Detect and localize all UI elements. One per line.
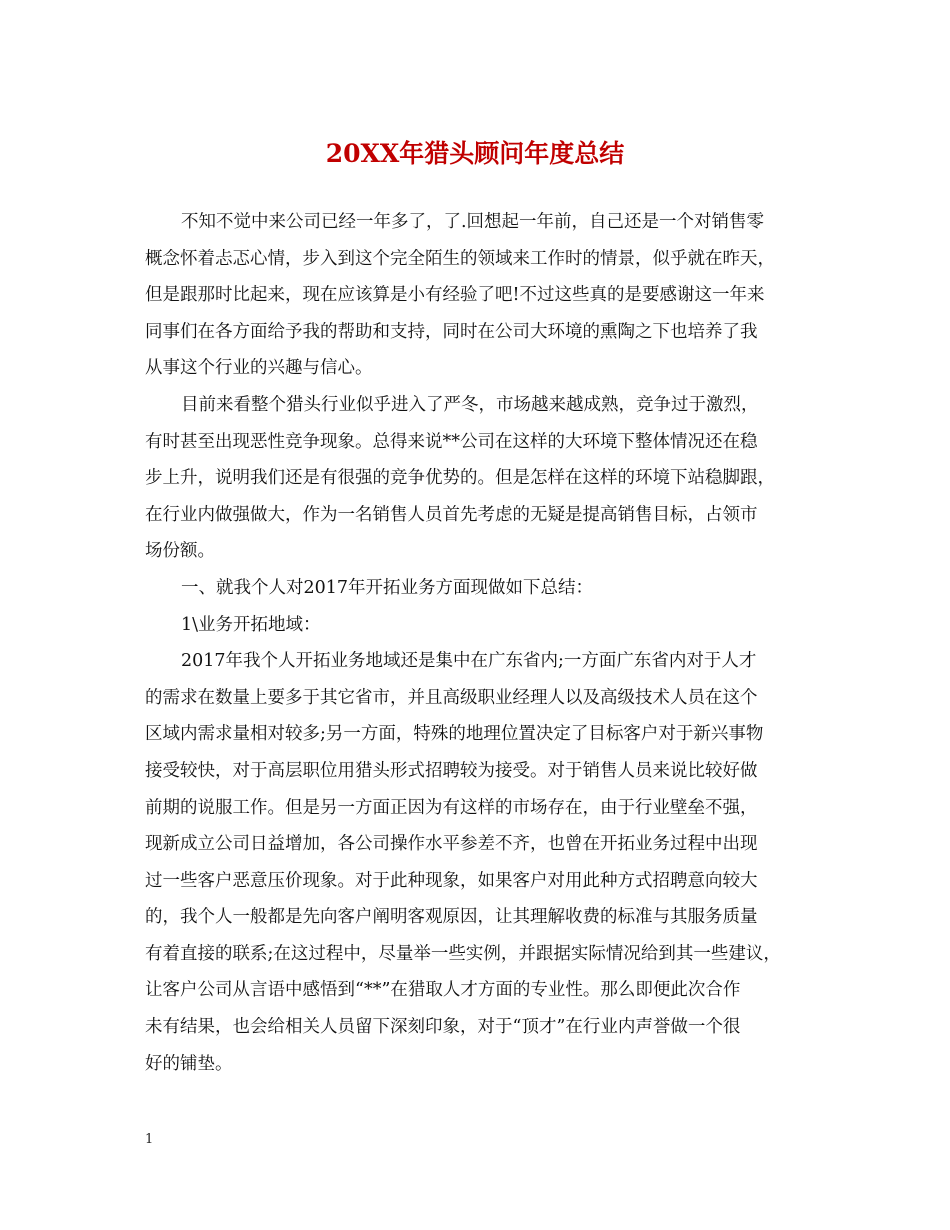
text-line: 2017年我个人开拓业务地域还是集中在广东省内;一方面广东省内对于人才: [181, 651, 757, 672]
text-line: 1\业务开拓地域：: [181, 614, 321, 635]
text-line: 从事这个行业的兴趣与信心。: [145, 358, 373, 379]
text-line: 区域内需求量相对较多;另一方面，特殊的地理位置决定了目标客户对于新兴事物: [145, 724, 764, 745]
text-line: 一、就我个人对2017年开拓业务方面现做如下总结：: [181, 577, 594, 598]
text-line: 的，我个人一般都是先向客户阐明客观原因，让其理解收费的标准与其服务质量: [145, 907, 758, 928]
text-line: 现新成立公司日益增加，各公司操作水平参差不齐，也曾在开拓业务过程中出现: [145, 834, 758, 855]
text-line: 未有结果，也会给相关人员留下深刻印象，对于“顶才”在行业内声誉做一个很: [145, 1017, 741, 1038]
text-line: 在行业内做强做大，作为一名销售人员首先考虑的无疑是提高销售目标，占领市: [145, 504, 758, 525]
document-title: 20XX年猎头顾问年度总结: [325, 139, 625, 168]
text-line: 场份额。: [145, 541, 215, 562]
text-line: 概念怀着忐忑心情，步入到这个完全陌生的领域来工作时的情景，似乎就在昨天，: [145, 248, 775, 269]
text-line: 有着直接的联系;在这过程中，尽量举一些实例，并跟据实际情况给到其一些建议，: [145, 943, 781, 964]
text-line: 同事们在各方面给予我的帮助和支持，同时在公司大环境的熏陶之下也培养了我: [145, 321, 758, 342]
text-line: 不知不觉中来公司已经一年多了，了.回想起一年前，自己还是一个对销售零: [181, 212, 765, 232]
text-line: 的需求在数量上要多于其它省市，并且高级职业经理人以及高级技术人员在这个: [145, 687, 758, 708]
text-line: 接受较快，对于高层职位用猎头形式招聘较为接受。对于销售人员来说比较好做: [145, 760, 758, 781]
text-line: 前期的说服工作。但是另一方面正因为有这样的市场存在，由于行业壁垒不强，: [145, 797, 758, 818]
text-line: 好的铺垫。: [145, 1053, 233, 1074]
text-line: 过一些客户恶意压价现象。对于此种现象，如果客户对用此种方式招聘意向较大: [145, 870, 758, 891]
text-line: 但是跟那时比起来，现在应该算是小有经验了吧!不过这些真的是要感谢这一年来: [145, 285, 765, 306]
text-line: 让客户公司从言语中感悟到“**”在猎取人才方面的专业性。那么即便此次合作: [145, 980, 741, 1001]
page-number: 1: [145, 1132, 154, 1147]
text-line: 有时甚至出现恶性竞争现象。总得来说**公司在这样的大环境下整体情况还在稳: [145, 431, 758, 452]
document-body: [145, 204, 825, 1082]
text-line: 目前来看整个猎头行业似乎进入了严冬，市场越来越成熟，竞争过于激烈，: [181, 394, 759, 415]
text-line: 步上升，说明我们还是有很强的竞争优势的。但是怎样在这样的环境下站稳脚跟，: [145, 468, 775, 489]
